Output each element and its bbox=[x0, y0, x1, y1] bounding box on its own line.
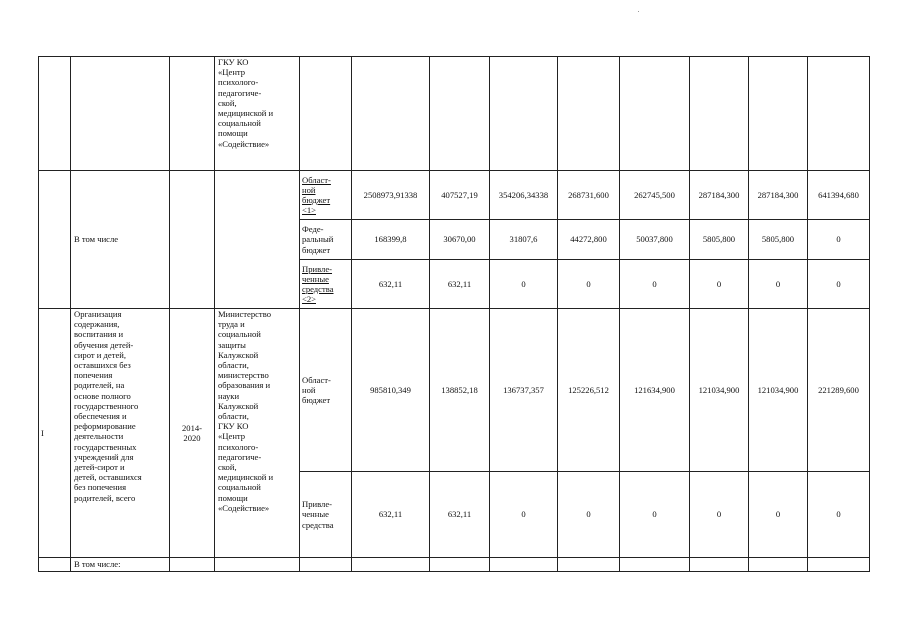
cell-empty bbox=[690, 558, 749, 572]
value-cell: 0 bbox=[749, 472, 808, 558]
value-cell: 268731,600 bbox=[558, 171, 620, 220]
value-cell: 0 bbox=[749, 260, 808, 309]
value-cell: 0 bbox=[490, 260, 558, 309]
cell-empty bbox=[430, 57, 490, 171]
table-row bbox=[39, 558, 870, 572]
cell-empty bbox=[749, 57, 808, 171]
value-cell: 0 bbox=[620, 260, 690, 309]
value-cell: 0 bbox=[558, 260, 620, 309]
source-cell: Област- ной бюджет bbox=[300, 309, 352, 472]
cell-empty bbox=[170, 57, 215, 171]
value-cell: 0 bbox=[620, 472, 690, 558]
value-cell: 632,11 bbox=[430, 472, 490, 558]
value-cell: 354206,34338 bbox=[490, 171, 558, 220]
value-cell: 632,11 bbox=[352, 472, 430, 558]
value-cell: 985810,349 bbox=[352, 309, 430, 472]
source-cell: Феде- ральный бюджет bbox=[300, 220, 352, 260]
value-cell: 50037,800 bbox=[620, 220, 690, 260]
value-cell: 632,11 bbox=[352, 260, 430, 309]
value-cell: 168399,8 bbox=[352, 220, 430, 260]
cell-empty bbox=[39, 171, 71, 309]
value-cell: 44272,800 bbox=[558, 220, 620, 260]
value-cell: 0 bbox=[808, 260, 870, 309]
cell-empty bbox=[352, 558, 430, 572]
value-cell: 407527,19 bbox=[430, 171, 490, 220]
section-executor: Министерство труда и социальной защиты Калужской области, министерство образования и науки Калужской области, ГКУ КО «Центр психолого- педагогиче- ской, медицинской и социальной помощи «Содействие» bbox=[215, 309, 300, 558]
executor-cell: ГКУ КО «Центр психолого- педагогиче- ской, медицинской и социальной помощи «Содействие» bbox=[215, 57, 300, 171]
cell-empty bbox=[170, 558, 215, 572]
carryover-row bbox=[39, 57, 870, 171]
value-cell: 221289,600 bbox=[808, 309, 870, 472]
value-cell: 0 bbox=[558, 472, 620, 558]
value-cell: 0 bbox=[808, 472, 870, 558]
value-cell: 0 bbox=[690, 472, 749, 558]
section-period: 2014- 2020 bbox=[170, 309, 215, 558]
cell-empty bbox=[620, 558, 690, 572]
scan-dot bbox=[638, 11, 639, 12]
value-cell: 632,11 bbox=[430, 260, 490, 309]
value-cell: 0 bbox=[690, 260, 749, 309]
table-row bbox=[39, 171, 870, 220]
cell-empty bbox=[749, 558, 808, 572]
value-cell: 641394,680 bbox=[808, 171, 870, 220]
value-cell: 125226,512 bbox=[558, 309, 620, 472]
cell-empty bbox=[170, 171, 215, 309]
source-cell: Привле- ченные средства bbox=[300, 472, 352, 558]
cell-empty bbox=[215, 558, 300, 572]
cell-empty bbox=[808, 558, 870, 572]
value-cell: 31807,6 bbox=[490, 220, 558, 260]
budget-table bbox=[38, 56, 870, 572]
value-cell: 287184,300 bbox=[749, 171, 808, 220]
section-name: Организация содержания, воспитания и обучения детей- сирот и детей, оставшихся без попечения родителей, на основе полного государственного обеспечения и реформирование деятельности государственных учреждений для детей-сирот и детей, оставшихся без попечения родителей, всего bbox=[71, 309, 170, 558]
cell-empty bbox=[490, 558, 558, 572]
value-cell: 287184,300 bbox=[690, 171, 749, 220]
cell-empty bbox=[300, 57, 352, 171]
cell-empty bbox=[490, 57, 558, 171]
footer-label: В том числе: bbox=[71, 558, 170, 572]
value-cell: 0 bbox=[808, 220, 870, 260]
cell-empty bbox=[215, 171, 300, 309]
value-cell: 121634,900 bbox=[620, 309, 690, 472]
value-cell: 2508973,91338 bbox=[352, 171, 430, 220]
value-cell: 30670,00 bbox=[430, 220, 490, 260]
value-cell: 5805,800 bbox=[690, 220, 749, 260]
value-cell: 136737,357 bbox=[490, 309, 558, 472]
value-cell: 121034,900 bbox=[749, 309, 808, 472]
value-cell: 138852,18 bbox=[430, 309, 490, 472]
including-label: В том числе bbox=[71, 171, 170, 309]
value-cell: 262745,500 bbox=[620, 171, 690, 220]
cell-empty bbox=[39, 57, 71, 171]
cell-empty bbox=[300, 558, 352, 572]
source-cell: Област- ной бюджет <1> bbox=[300, 171, 352, 220]
value-cell: 121034,900 bbox=[690, 309, 749, 472]
cell-empty bbox=[39, 558, 71, 572]
cell-empty bbox=[352, 57, 430, 171]
table-row bbox=[39, 309, 870, 472]
section-number: I bbox=[39, 309, 71, 558]
value-cell: 5805,800 bbox=[749, 220, 808, 260]
cell-empty bbox=[71, 57, 170, 171]
cell-empty bbox=[558, 57, 620, 171]
cell-empty bbox=[620, 57, 690, 171]
value-cell: 0 bbox=[490, 472, 558, 558]
cell-empty bbox=[808, 57, 870, 171]
cell-empty bbox=[430, 558, 490, 572]
source-cell: Привле- ченные средства <2> bbox=[300, 260, 352, 309]
cell-empty bbox=[690, 57, 749, 171]
cell-empty bbox=[558, 558, 620, 572]
